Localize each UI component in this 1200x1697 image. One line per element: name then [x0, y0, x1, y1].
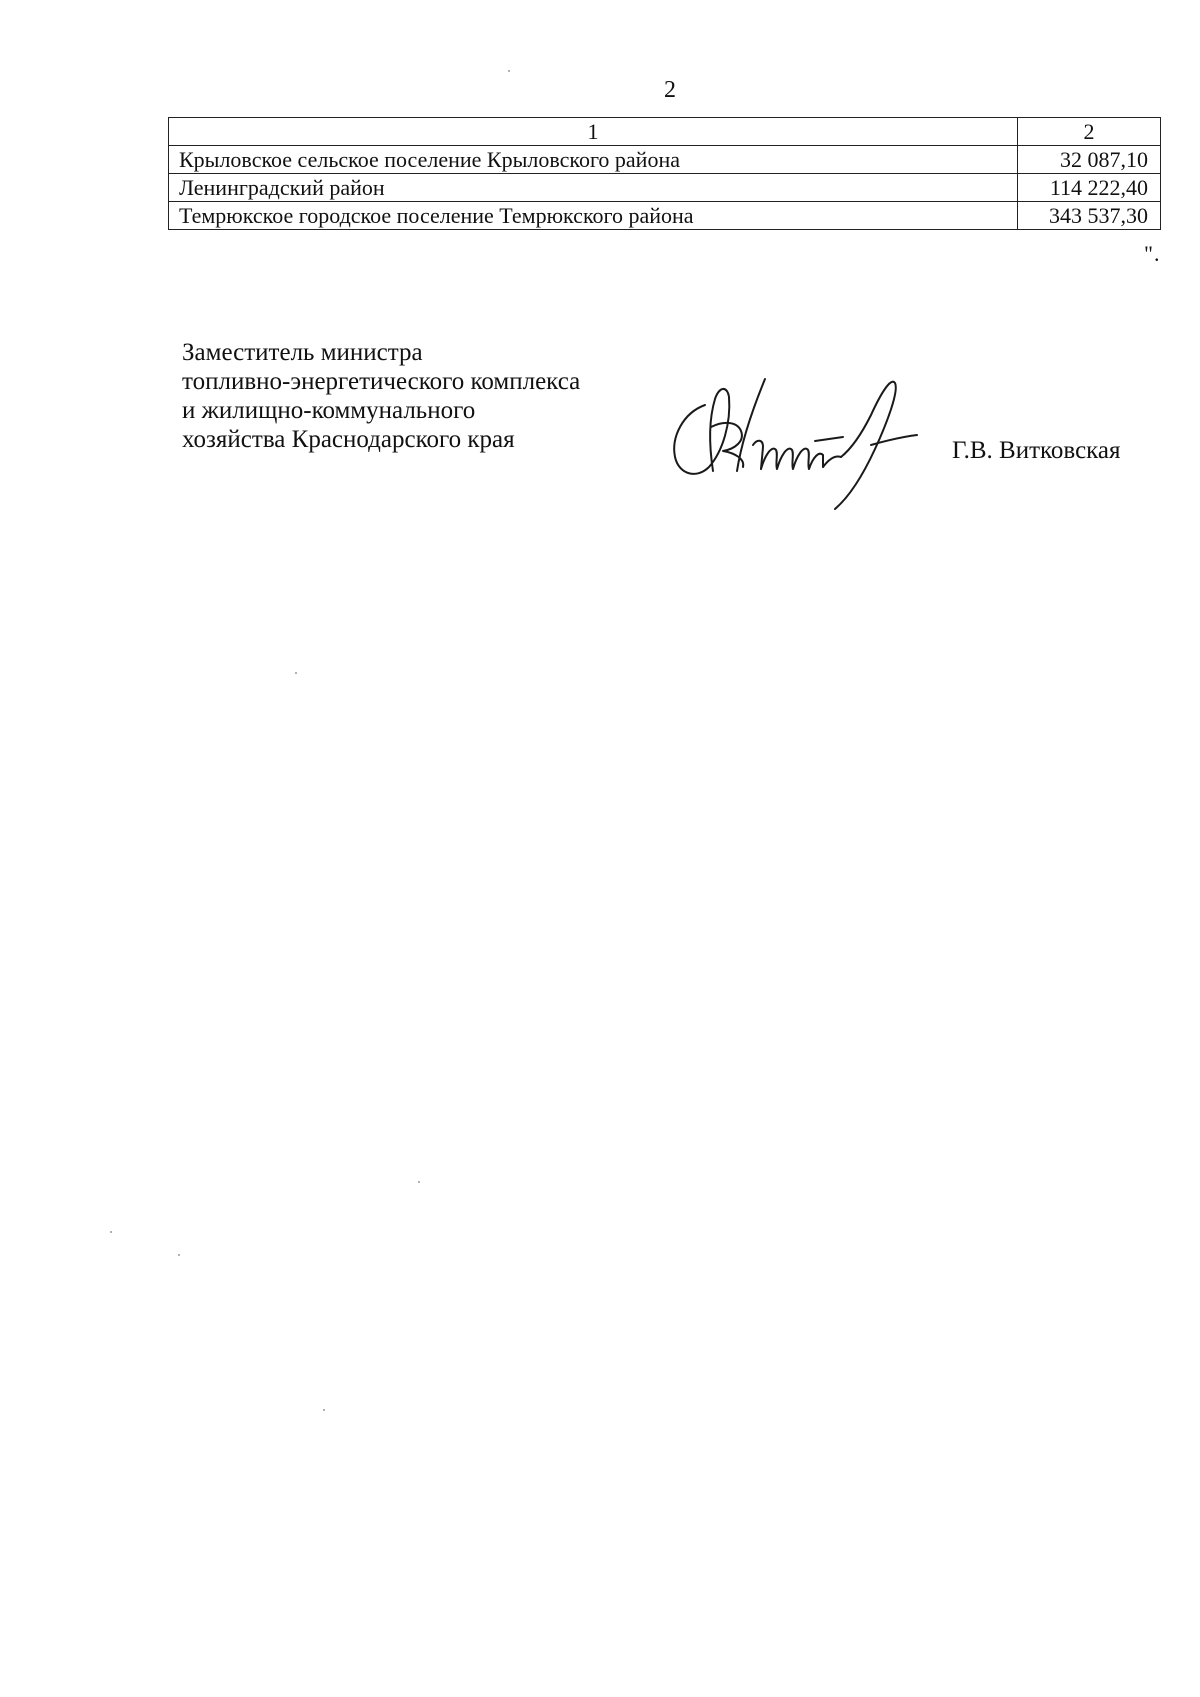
table-header-cell: 1: [169, 118, 1018, 146]
scan-speck: [323, 1409, 325, 1411]
closing-quote-mark: ".: [1144, 241, 1161, 266]
scan-speck: [295, 672, 297, 674]
table-row: [169, 202, 1161, 230]
position-line: топливно-энергетического комплекса: [182, 368, 581, 395]
table-row: [169, 174, 1161, 202]
municipality-name-cell: Крыловское сельское поселение Крыловского района: [169, 146, 1018, 174]
position-line: хозяйства Краснодарского края: [182, 426, 515, 453]
amount-cell: 114 222,40: [1018, 174, 1161, 202]
page-number: 2: [664, 77, 676, 103]
amount-cell: 32 087,10: [1018, 146, 1161, 174]
signer-name: Г.В. Витковская: [952, 437, 1121, 464]
position-line: и жилищно-коммунального: [182, 397, 476, 424]
table-row: [169, 146, 1161, 174]
table-header-cell: 2: [1018, 118, 1161, 146]
scan-speck: [418, 1181, 420, 1183]
amount-cell: 343 537,30: [1018, 202, 1161, 230]
allocation-table: [168, 117, 1161, 230]
signatory-position: [182, 338, 580, 454]
scan-speck: [110, 1231, 112, 1233]
scan-speck: [508, 70, 510, 72]
municipality-name-cell: Темрюкское городское поселение Темрюкского района: [169, 202, 1018, 230]
handwritten-signature-icon: [665, 375, 920, 510]
municipality-name-cell: Ленинградский район: [169, 174, 1018, 202]
position-line: Заместитель министра: [182, 339, 423, 366]
scan-speck: [178, 1254, 180, 1256]
table-header-row: [169, 118, 1161, 146]
